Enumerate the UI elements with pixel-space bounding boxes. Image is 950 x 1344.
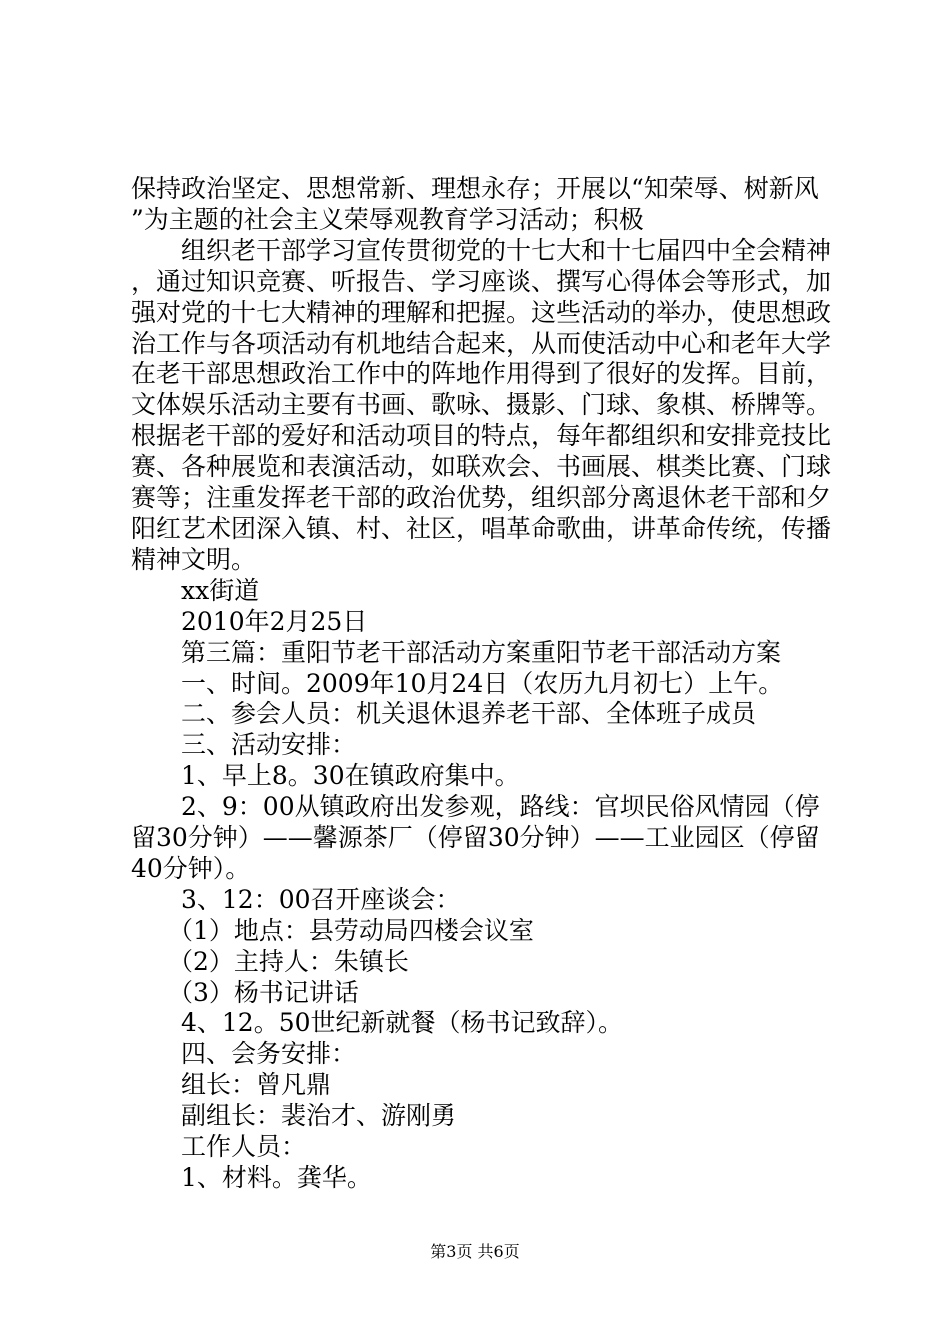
signature-org: xx街道: [181, 575, 260, 605]
meeting-host: （2）主持人：朱镇长: [168, 946, 409, 976]
section-title: 第三篇：重阳节老干部活动方案重阳节老干部活动方案: [181, 637, 782, 667]
team-deputy-leaders: 副组长：裴治才、游刚勇: [181, 1101, 457, 1131]
item-participants: 二、参会人员：机关退休退养老干部、全体班子成员: [181, 699, 757, 729]
signature-date: 2010年2月25日: [181, 606, 368, 636]
staff-item-1: 1、材料。龚华。: [181, 1163, 372, 1192]
team-leader: 组长：曾凡鼎: [181, 1070, 332, 1100]
activity-step-4: 4、12。50世纪新就餐（杨书记致辞）。: [181, 1008, 624, 1038]
activity-step-1: 1、早上8。30在镇政府集中。: [181, 761, 520, 791]
meeting-location: （1）地点：县劳动局四楼会议室: [168, 915, 534, 945]
item-affairs-heading: 四、会务安排：: [181, 1039, 357, 1069]
activity-step-3: 3、12：00召开座谈会：: [181, 884, 461, 914]
document-body: [131, 174, 831, 1194]
paragraph-2: 组织老干部学习宣传贯彻党的十七大和十七届四中全会精神，通过知识竞赛、听报告、学习座谈、撰写心得体会等形式，加强对党的十七大精神的理解和把握。这些活动的举办，使思想政治工作与各项活动有机地结合起来，从而使活动中心和老年大学在老干部思想政治工作中的阵地作用得到了很好的发挥。目前，文体娱乐活动主要有书画、歌咏、摄影、门球、象棋、桥牌等。根据老干部的爱好和活动项目的特点，每年都组织和安排竞技比赛、各种展览和表演活动，如联欢会、书画展、棋类比赛、门球赛等；注重发挥老干部的政治优势，组织部分离退休老干部和夕阳红艺术团深入镇、村、社区，唱革命歌曲，讲革命传统，传播精神文明。: [131, 235, 832, 574]
activity-step-2: 2、9：00从镇政府出发参观，路线：官坝民俗风情园（停留30分钟）——馨源茶厂（停留30分钟）——工业园区（停留40分钟）。: [131, 792, 820, 883]
team-staff-heading: 工作人员：: [181, 1132, 307, 1162]
meeting-speech: （3）杨书记讲话: [168, 977, 359, 1007]
item-activity-heading: 三、活动安排：: [181, 730, 357, 760]
paragraph-1: 保持政治坚定、思想常新、理想永存；开展以“知荣辱、树新风”为主题的社会主义荣辱观教育学习活动；积极: [131, 174, 819, 234]
page-footer: 第3页 共6页: [430, 1242, 520, 1261]
item-time: 一、时间。2009年10月24日（农历九月初七）上午。: [181, 668, 784, 698]
